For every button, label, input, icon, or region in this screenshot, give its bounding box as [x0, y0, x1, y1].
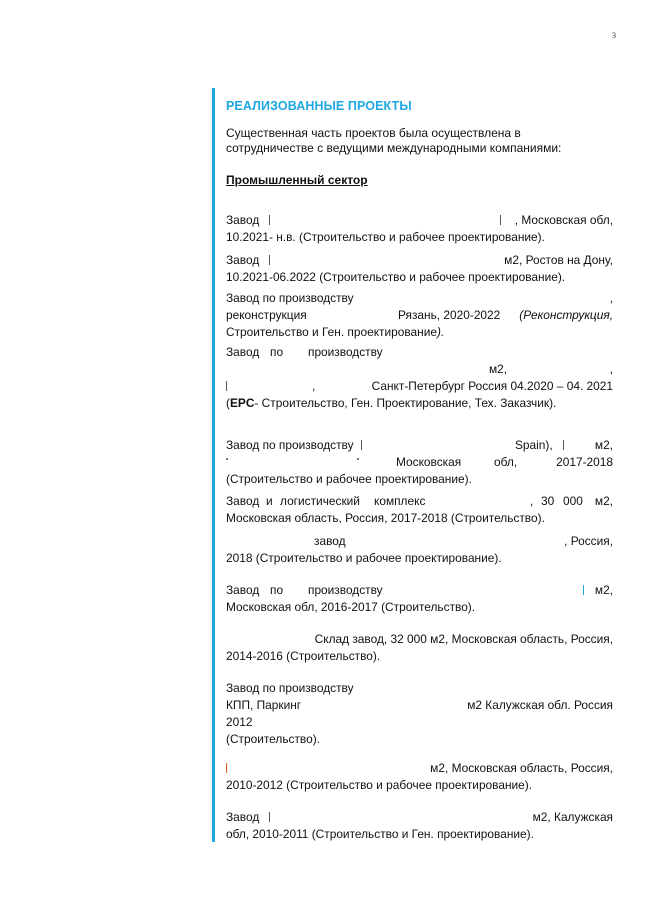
redaction-mark	[361, 440, 362, 450]
project-text: Завод по производству	[226, 438, 354, 452]
project-text: Завод	[226, 253, 260, 267]
project-text: 30	[541, 494, 555, 508]
project-text: Московская	[396, 455, 462, 469]
project-entry	[226, 252, 613, 286]
project-entry	[226, 760, 613, 794]
project-text: Московская обл, 2016-2017 (Строительство).	[226, 600, 476, 614]
project-text: Завод	[226, 494, 260, 508]
project-text: 10.2021- н.в. (Строительство и рабочее проектирование).	[226, 230, 545, 244]
project-text: комплекс	[374, 494, 426, 508]
project-text: ,	[312, 379, 316, 393]
project-text: производству	[308, 345, 383, 359]
redaction-mark	[500, 215, 501, 225]
project-text: Завод	[226, 810, 260, 824]
project-text: , Россия,	[564, 534, 613, 548]
project-entry	[226, 290, 613, 341]
redaction-mark	[563, 440, 564, 450]
project-text: 2018 (Строительство и рабочее проектирование).	[226, 551, 502, 565]
project-text: м2,	[594, 494, 613, 508]
intro-line-1: Существенная часть проектов была осуществлена в	[226, 126, 521, 140]
project-text: Завод	[226, 213, 260, 227]
industrial-sector-heading: Промышленный сектор	[226, 173, 368, 187]
project-text: завод	[314, 534, 346, 548]
project-text: - Строительство, Ген. Проектирование, Тех. Заказчик).	[254, 396, 557, 410]
project-text: 2014-2016 (Строительство).	[226, 649, 381, 663]
project-text: и	[266, 494, 273, 508]
project-text: Санкт-Петербург Россия 04.2020 – 04. 2021	[371, 379, 613, 393]
project-text: Завод по производству	[226, 681, 354, 695]
project-text: 2010-2012 (Строительство и рабочее проектирование).	[226, 778, 533, 792]
project-text: (	[226, 396, 230, 410]
project-text: м2, Калужская	[532, 810, 613, 824]
project-text: ).	[436, 325, 445, 339]
project-text: Завод по производству	[226, 291, 354, 305]
project-text: , Московская обл,	[514, 213, 613, 227]
section-title: РЕАЛИЗОВАННЫЕ ПРОЕКТЫ	[226, 99, 412, 113]
redaction-mark	[269, 812, 270, 822]
project-text: Московская область, Россия, 2017-2018 (Строительство).	[226, 511, 545, 525]
page-number: 3	[612, 31, 616, 40]
project-text: КПП, Паркинг	[226, 698, 302, 712]
project-text: Spain),	[515, 438, 553, 452]
project-entry	[226, 809, 613, 843]
redaction-mark	[583, 585, 584, 595]
project-entry	[226, 533, 613, 567]
project-text: м2 Калужская обл. Россия	[467, 698, 613, 712]
project-text: EPC	[229, 396, 255, 410]
intro-line-2: сотрудничестве с ведущими международными компаниями:	[226, 141, 562, 155]
project-entry	[226, 582, 613, 616]
project-text: Рязань, 2020-2022	[398, 308, 501, 322]
project-text: 10.2021-06.2022 (Строительство и рабочее проектирование).	[226, 270, 566, 284]
redaction-mark	[226, 763, 227, 773]
project-text: м2,	[594, 583, 613, 597]
redaction-mark	[226, 381, 227, 391]
project-text: Строительство и Ген. проектирование	[226, 325, 437, 339]
project-text: ,	[609, 362, 613, 376]
project-text: Завод	[226, 583, 260, 597]
intro-paragraph	[226, 126, 616, 156]
project-entry	[226, 631, 613, 665]
project-entry	[226, 212, 613, 246]
project-text: обл,	[494, 455, 518, 469]
project-text: 2012	[226, 715, 253, 729]
redaction-mark	[226, 458, 228, 460]
project-text: Завод	[226, 345, 260, 359]
project-text: обл, 2010-2011 (Строительство и Ген. проектирование).	[226, 827, 534, 841]
project-text: по	[270, 583, 284, 597]
redaction-mark	[269, 215, 270, 225]
project-entry	[226, 437, 613, 488]
project-entry	[226, 493, 613, 527]
project-text: 000	[563, 494, 583, 508]
project-text: производству	[308, 583, 383, 597]
project-text: м2, Ростов на Дону,	[504, 253, 613, 267]
project-text: логистический	[280, 494, 360, 508]
project-text: ,	[530, 494, 534, 508]
accent-bar	[212, 88, 215, 842]
project-entry	[226, 344, 613, 412]
project-text: (Строительство).	[226, 732, 320, 746]
project-text: 2017-2018	[556, 455, 613, 469]
project-text: ,	[609, 291, 613, 305]
project-entry	[226, 680, 613, 748]
project-text: (Строительство и рабочее проектирование).	[226, 472, 472, 486]
redaction-mark	[269, 255, 270, 265]
project-text: м2,	[594, 438, 613, 452]
project-text: реконструкция	[226, 308, 307, 322]
project-text: по	[270, 345, 284, 359]
project-text: м2, Московская область, Россия,	[430, 761, 613, 775]
project-text: (Реконструкция,	[519, 308, 613, 322]
redaction-mark	[357, 458, 359, 460]
project-text: Склад завод, 32 000 м2, Московская область, Россия,	[314, 632, 613, 646]
project-text: м2,	[489, 362, 508, 376]
